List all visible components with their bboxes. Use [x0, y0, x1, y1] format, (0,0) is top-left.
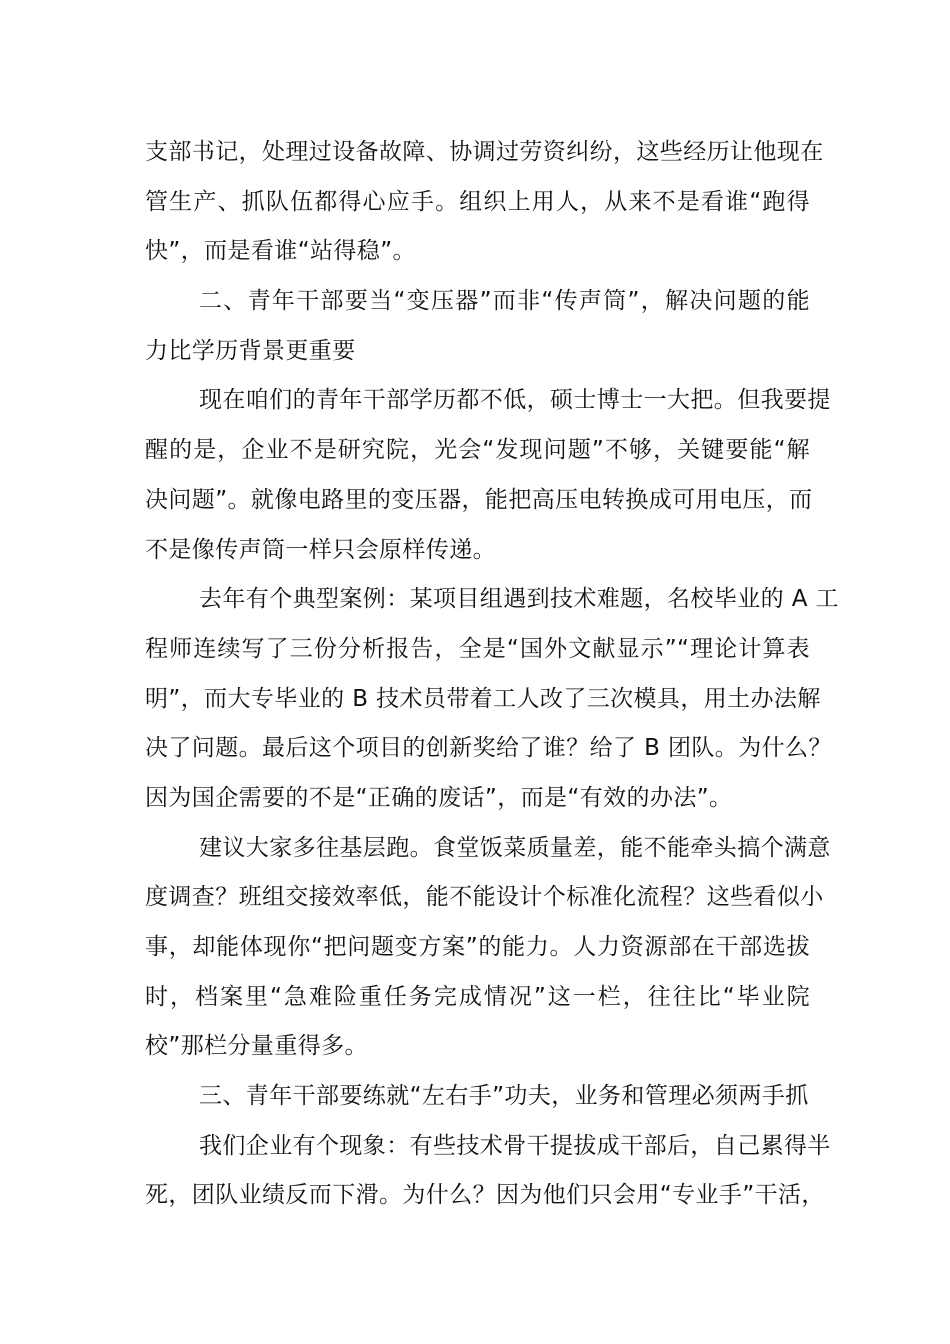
text-line: 决了问题。最后这个项目的创新奖给了谁？给了 B 团队。为什么？	[145, 735, 832, 762]
text-line: 程师连续写了三份分析报告，全是“国外文献显示”“理论计算表	[145, 635, 810, 662]
text-line: 快”，而是看谁“站得稳”。	[145, 238, 416, 265]
text-line: 支部书记，处理过设备故障、协调过劳资纠纷，这些经历让他现在	[145, 139, 824, 165]
text-line: 去年有个典型案例：某项目组遇到技术难题，名校毕业的 A 工	[199, 586, 839, 613]
text-line: 现在咱们的青年干部学历都不低，硕士博士一大把。但我要提	[199, 387, 831, 414]
text-line: 力比学历背景更重要	[145, 337, 356, 364]
text-line: 校”那栏分量重得多。	[145, 1033, 368, 1060]
text-line: 度调查？班组交接效率低，能不能设计个标准化流程？这些看似小	[145, 884, 824, 911]
text-line: 建议大家多往基层跑。食堂饭菜质量差，能不能牵头搞个满意	[199, 834, 831, 861]
text-line: 二、青年干部要当“变压器”而非“传声筒”，解决问题的能	[199, 288, 810, 315]
text-line: 事，却能体现你“把问题变方案”的能力。人力资源部在干部选拔	[145, 934, 810, 960]
text-line: 死，团队业绩反而下滑。为什么？因为他们只会用“专业手”干活，	[145, 1182, 825, 1209]
text-line: 决问题”。就像电路里的变压器，能把高压电转换成可用电压，而	[145, 486, 813, 513]
text-line: 三、青年干部要练就“左右手”功夫，业务和管理必须两手抓	[199, 1083, 809, 1110]
text-line: 醒的是，企业不是研究院，光会“发现问题”不够，关键要能“解	[145, 437, 810, 464]
text-line: 管生产、抓队伍都得心应手。组织上用人，从来不是看谁“跑得	[145, 188, 810, 215]
text-line: 明”，而大专毕业的 B 技术员带着工人改了三次模具，用土办法解	[145, 685, 821, 712]
text-line: 时，档案里“急难险重任务完成情况”这一栏，往往比“毕业院	[145, 983, 810, 1010]
text-line: 不是像传声筒一样只会原样传递。	[145, 536, 496, 563]
text-line: 我们企业有个现象：有些技术骨干提拔成干部后，自己累得半	[199, 1132, 831, 1159]
body-text	[145, 128, 839, 1221]
text-line: 因为国企需要的不是“正确的废话”，而是“有效的办法”。	[145, 784, 733, 811]
